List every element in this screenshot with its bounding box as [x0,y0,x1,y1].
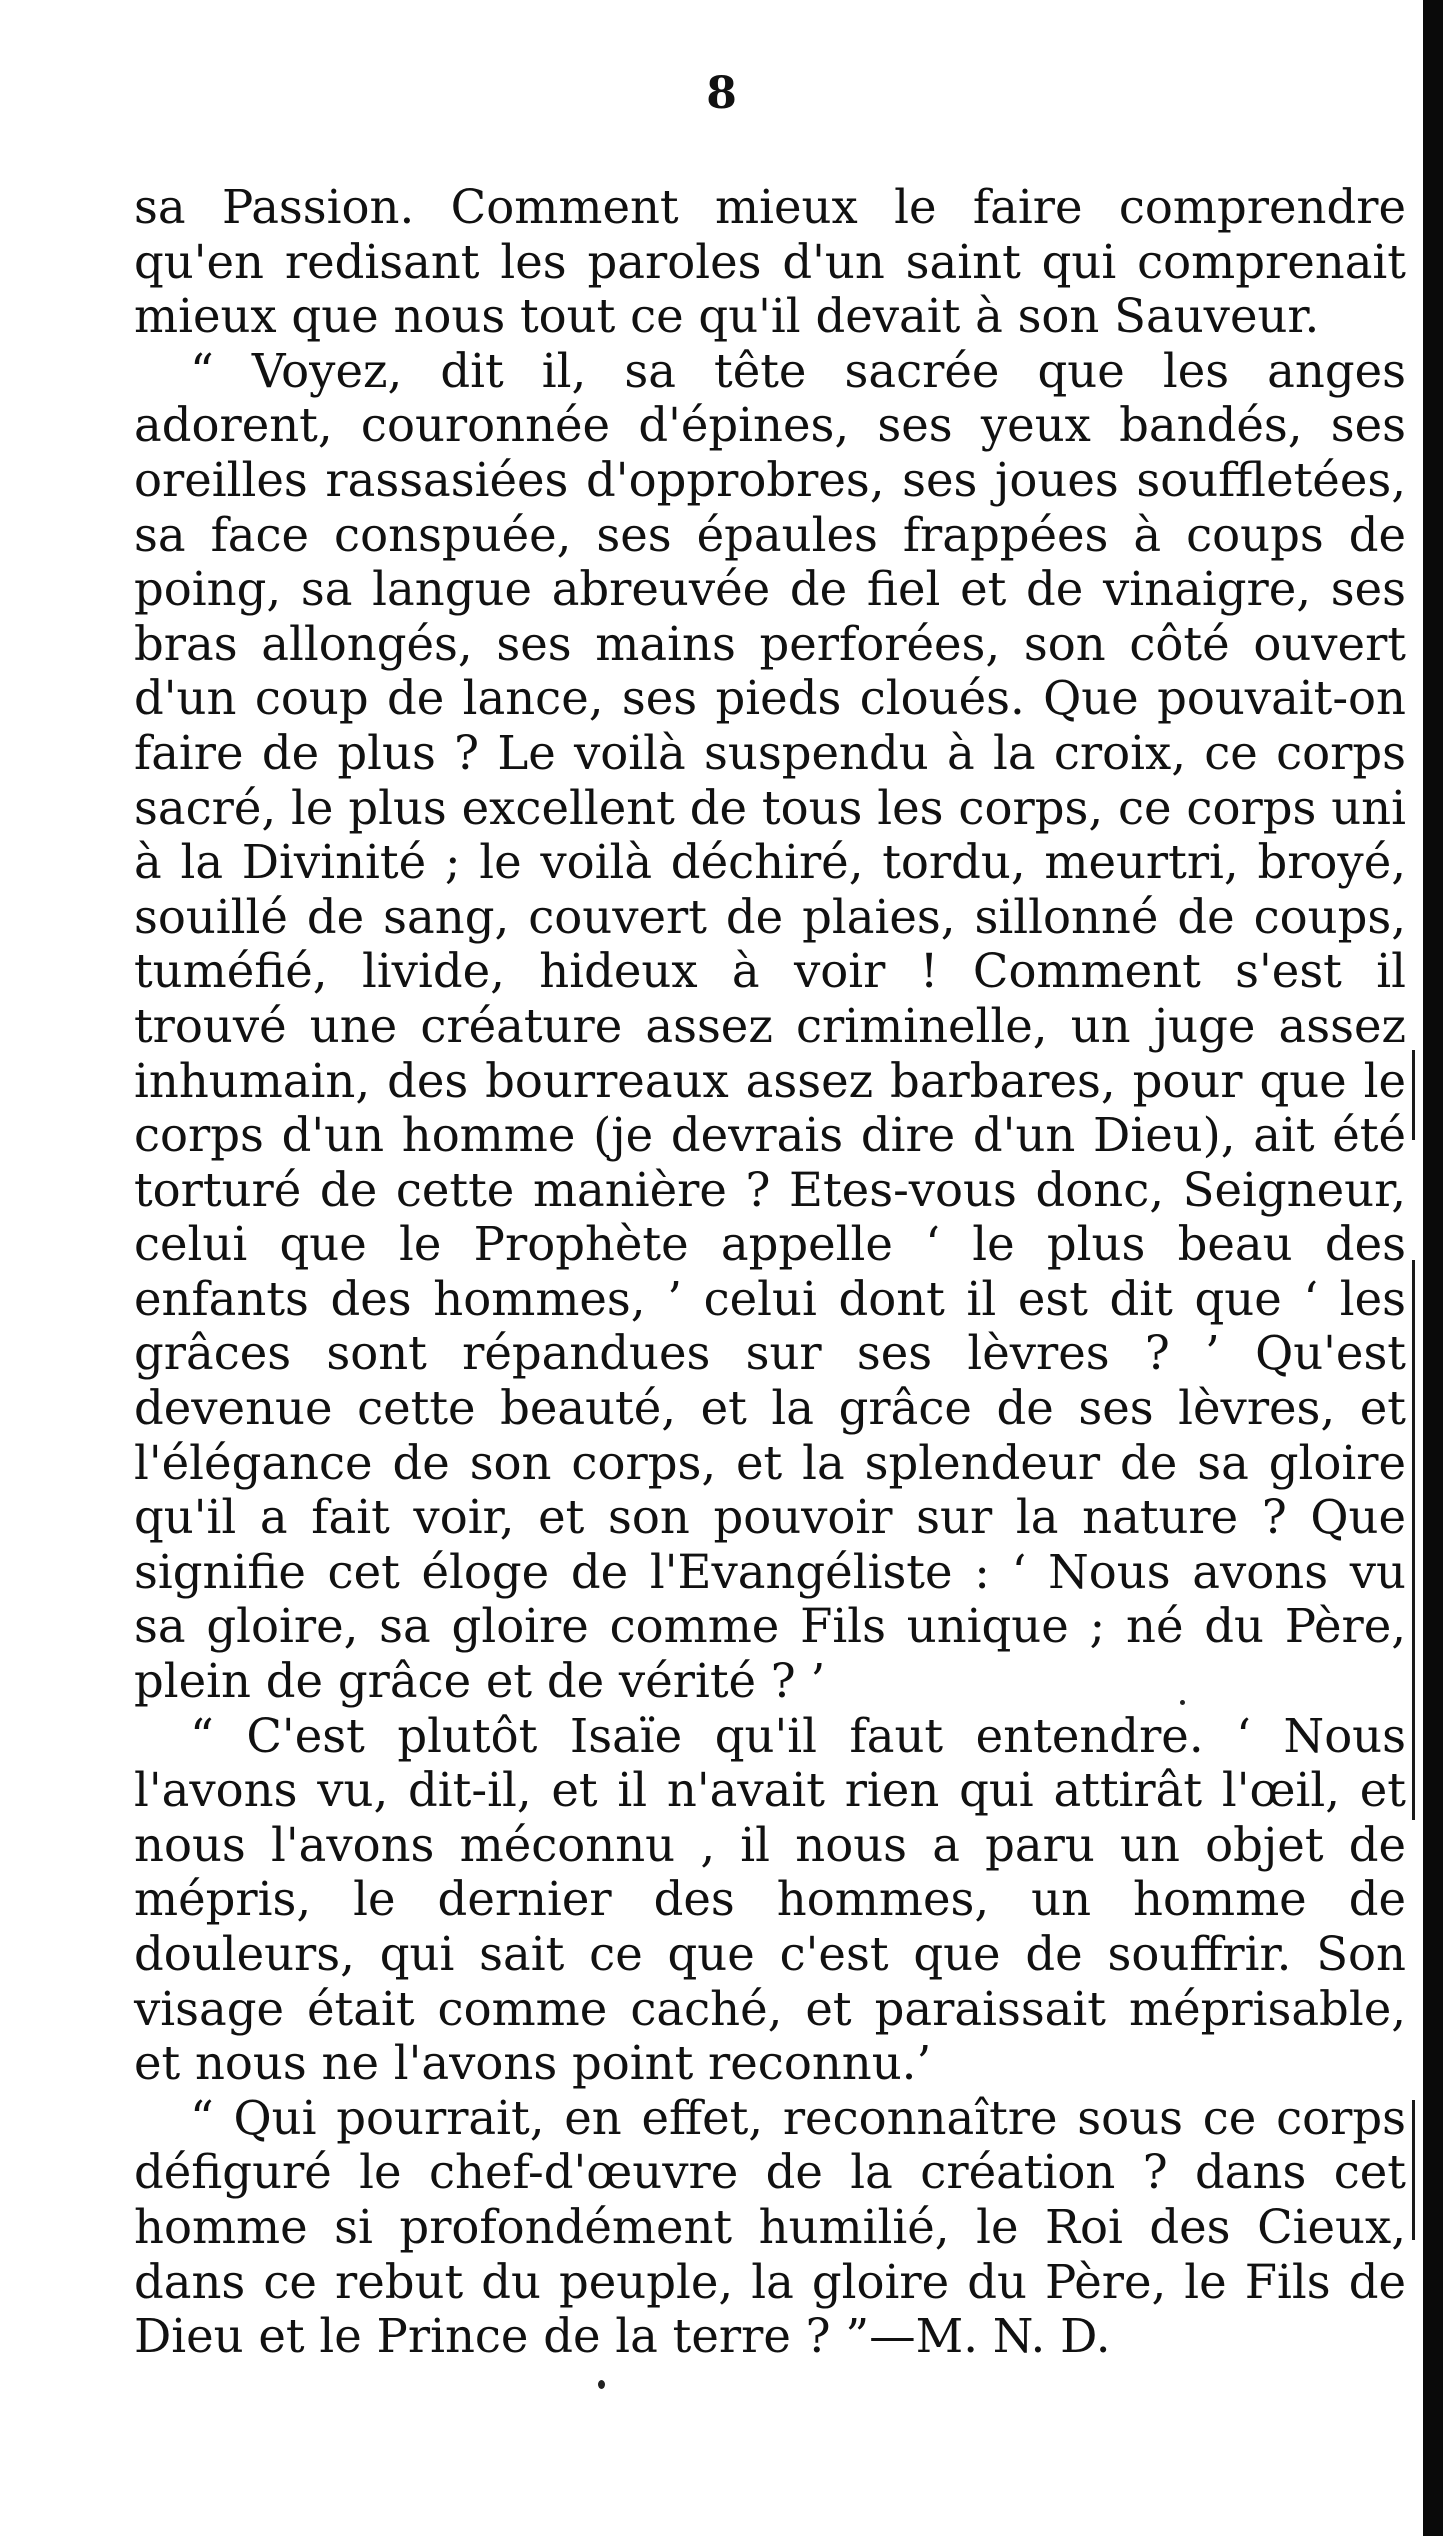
paragraph-2: “ Voyez, dit il, sa tête sacrée que les anges adorent, couronnée d'épines, ses yeux bandés, ses oreilles rassasiées d'opprobres, ses joues souffletées, sa face conspuée, ses épaules frappées à coups de poing, sa langue abreuvée de fiel et de vinaigre, ses bras allongés, ses mains perforées, son côté ouvert d'un coup de lance, ses pieds cloués. Que pouvait-on faire de plus ? Le voilà suspendu à la croix, ce corps sacré, le plus excellent de tous les corps, ce corps uni à la Divinité ; le voilà déchiré, tordu, meurtri, broyé, souillé de sang, couvert de plaies, sillonné de coups, tuméfié, livide, hideux à voir ! Comment s'est il trouvé une créature assez criminelle, un juge assez inhumain, des bourreaux assez barbares, pour que le corps d'un homme (je devrais dire d'un Dieu), ait été torturé de cette manière ? Etes-vous donc, Seigneur, celui que le Prophète appelle ‘ le plus beau des enfants des hommes, ’ celui dont il est dit que ‘ les grâces sont répandues sur ses lèvres ? ’ Qu'est devenue cette beauté, et la grâce de ses lèvres, et l'élégance de son corps, et la splendeur de sa gloire qu'il a fait voir, et son pouvoir sur la nature ? Que signifie cet éloge de l'Evangéliste : ‘ Nous avons vu sa gloire, sa gloire comme Fils unique ; né du Père, plein de grâce et de vérité ? ’ [134,343,1406,1709]
paragraph-1: sa Passion. Comment mieux le faire comprendre qu'en redisant les paroles d'un saint qui comprenait mieux que nous tout ce qu'il devait à son Sauveur. [134,180,1406,344]
page-number: 8 [706,68,737,119]
scan-edge-shadow [1423,0,1443,2536]
scan-edge-mark [1412,2100,1415,2240]
paragraph-4: “ Qui pourrait, en effet, reconnaître sous ce corps défiguré le chef-d'œuvre de la création ? dans cet homme si profondément humilié, le Roi des Cieux, dans ce rebut du peuple, la gloire du Père, le Fils de Dieu et le Prince de la terre ? ”—M. N. D. [134,2090,1406,2364]
scan-edge-mark [1412,1260,1415,1820]
body-text [134,180,1406,2364]
scan-edge-mark [1412,1050,1415,1140]
scan-speck [1180,1700,1185,1705]
scan-speck [598,2380,605,2389]
paragraph-3: “ C'est plutôt Isaïe qu'il faut entendre. ‘ Nous l'avons vu, dit-il, et il n'avait rien qui attirât l'œil, et nous l'avons méconnu , il nous a paru un objet de mépris, le dernier des hommes, un homme de douleurs, qui sait ce que c'est que de souffrir. Son visage était comme caché, et paraissait méprisable, et nous ne l'avons point reconnu.’ [134,1708,1406,2091]
